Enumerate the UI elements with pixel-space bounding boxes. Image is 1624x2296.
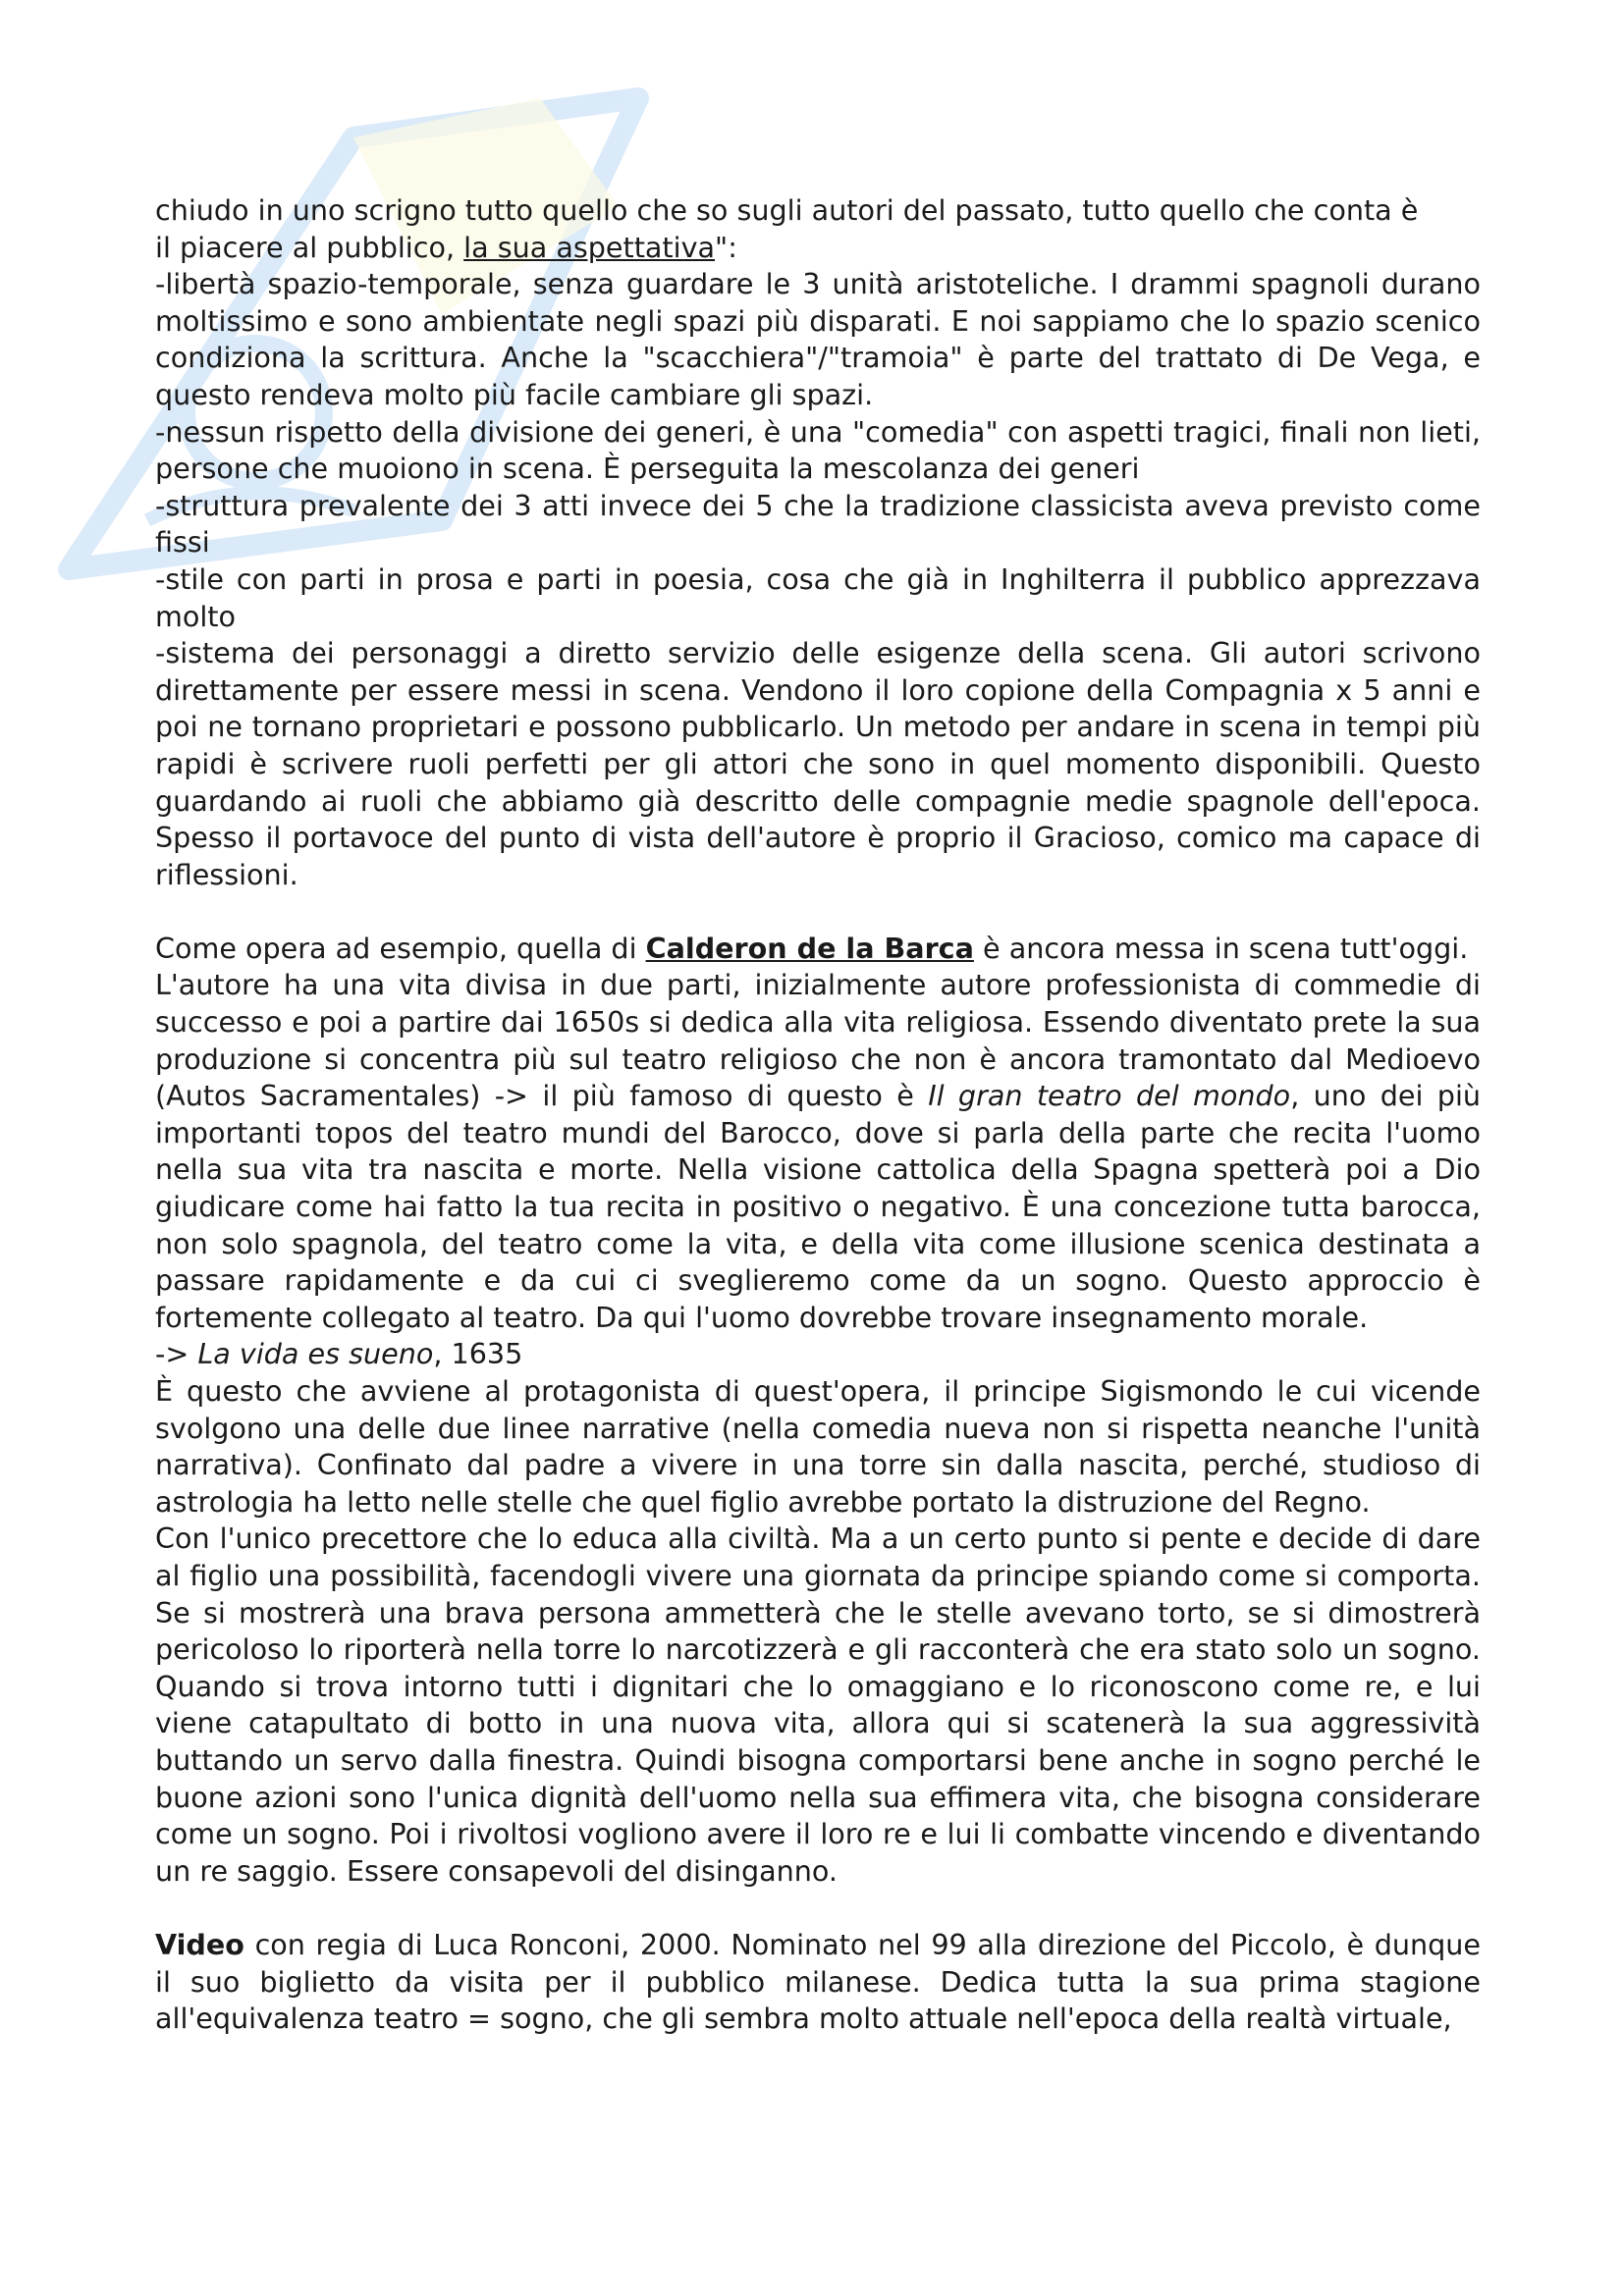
- video-label: Video: [155, 1927, 244, 1961]
- list-item-spazio: -libertà spazio-temporale, senza guardare le 3 unità aristoteliche. I drammi spagnoli durano moltissimo e sono ambientate negli spazi più disparati. E noi sappiamo che lo spazio scenico condiziona la scrittura. Anche la "scacchiera"/"tramoia" è parte del trattato di De Vega, e questo rendeva molto più facile cambiare gli spazi.: [155, 267, 1481, 411]
- list-item-stile: -stile con parti in prosa e parti in poesia, cosa che già in Inghilterra il pubblico apprezzava molto: [155, 561, 1481, 633]
- document-page: [155, 192, 1481, 2038]
- intro-line-1: chiudo in uno scrigno tutto quello che so sugli autori del passato, tutto quello che conta è: [155, 193, 1419, 227]
- paragraph-sigismondo: È questo che avviene al protagonista di quest'opera, il principe Sigismondo le cui vicende svolgono una delle due linee narrative (nella comedia nueva non si rispetta neanche l'unità narrativa). Confinato dal padre a vivere in una torre sin dalla nascita, perché, studioso di astrologia ha letto nelle stelle che quel figlio avrebbe portato la distruzione del Regno.: [155, 1374, 1481, 1519]
- paragraph-video: Video con regia di Luca Ronconi, 2000. Nominato nel 99 alla direzione del Piccolo, è dunque il suo biglietto da visita per il pubblico milanese. Dedica tutta la sua prima stagione all'equivalenza teatro = sogno, che gli sembra molto attuale nell'epoca della realtà virtuale,: [155, 1927, 1481, 2036]
- intro-underlined-phrase: la sua aspettativa: [463, 230, 716, 264]
- intro-line-2-end: ":: [715, 230, 737, 264]
- paragraph-calderon-life: L'autore ha una vita divisa in due parti, inizialmente autore professionista di commedie di successo e poi a partire dai 1650s si dedica alla vita religiosa. Essendo diventato prete la sua produzione si concentra più sul teatro religioso che non è ancora tramontato dal Medioevo (Autos Sacramentales) -> il più famoso di questo è Il gran teatro del mondo, uno dei più importanti topos del teatro mundi del Barocco, dove si parla della parte che recita l'uomo nella sua vita tra nascita e morte. Nella visione cattolica della Spagna spetterà poi a Dio giudicare come hai fatto la tua recita in positivo o negativo. È una concezione tutta barocca, non solo spagnola, del teatro come la vita, e della vita come illusione scenica destinata a passare rapidamente e da cui ci sveglieremo come da un sogno. Questo approccio è fortemente collegato al teatro. Da qui l'uomo dovrebbe trovare insegnamento morale.: [155, 968, 1482, 1334]
- work-title-gran-teatro: Il gran teatro del mondo: [928, 1079, 1291, 1113]
- paragraph-calderon-intro: Come opera ad esempio, quella di Calderon de la Barca è ancora messa in scena tutt'oggi.: [155, 931, 1469, 965]
- paragraph-intro: [155, 192, 1481, 266]
- list-item-personaggi: -sistema dei personaggi a diretto servizio delle esigenze della scena. Gli autori scrivono direttamente per essere messi in scena. Vendono il loro copione della Compagnia x 5 anni e poi ne tornano proprietari e possono pubblicarlo. Un metodo per andare in scena in tempi più rapidi è scrivere ruoli perfetti per gli attori che sono in quel momento disponibili. Questo guardando ai ruoli che abbiamo già descritto delle compagnie medie spagnole dell'epoca. Spesso il portavoce del punto di vista dell'autore è proprio il Gracioso, comico ma capace di riflessioni.: [155, 636, 1481, 891]
- work-reference: -> La vida es sueno, 1635: [155, 1337, 523, 1371]
- list-item-generi: -nessun rispetto della divisione dei generi, è una "comedia" con aspetti tragici, finali non lieti, persone che muoiono in scena. È perseguita la mescolanza dei generi: [155, 414, 1481, 486]
- work-title-vida-es-sueno: La vida es sueno: [197, 1337, 434, 1371]
- list-item-atti: -struttura prevalente dei 3 atti invece dei 5 che la tradizione classicista aveva previsto come fissi: [155, 488, 1481, 560]
- author-name: Calderon de la Barca: [645, 931, 974, 965]
- intro-line-2-start: il piacere al pubblico,: [155, 230, 464, 264]
- paragraph-plot: Con l'unico precettore che lo educa alla civiltà. Ma a un certo punto si pente e decide di dare al figlio una possibilità, facendogli vivere una giornata da principe spiando come si comporta. Se si mostrerà una brava persona ammetterà che le stelle avevano torto, se si dimostrerà pericoloso lo riporterà nella torre lo narcotizzerà e gli racconterà che era stato solo un sogno. Quando si trova intorno tutti i dignitari che lo omaggiano e lo riconoscono come re, e lui viene catapultato di botto in una nuova vita, allora qui si scatenerà la sua aggressività buttando un servo dalla finestra. Quindi bisogna comportarsi bene anche in sogno perché le buone azioni sono l'unica dignità dell'uomo nella sua effimera vita, che bisogna considerare come un sogno. Poi i rivoltosi vogliono avere il loro re e lui li combatte vincendo e diventando un re saggio. Essere consapevoli del disinganno.: [155, 1522, 1481, 1888]
